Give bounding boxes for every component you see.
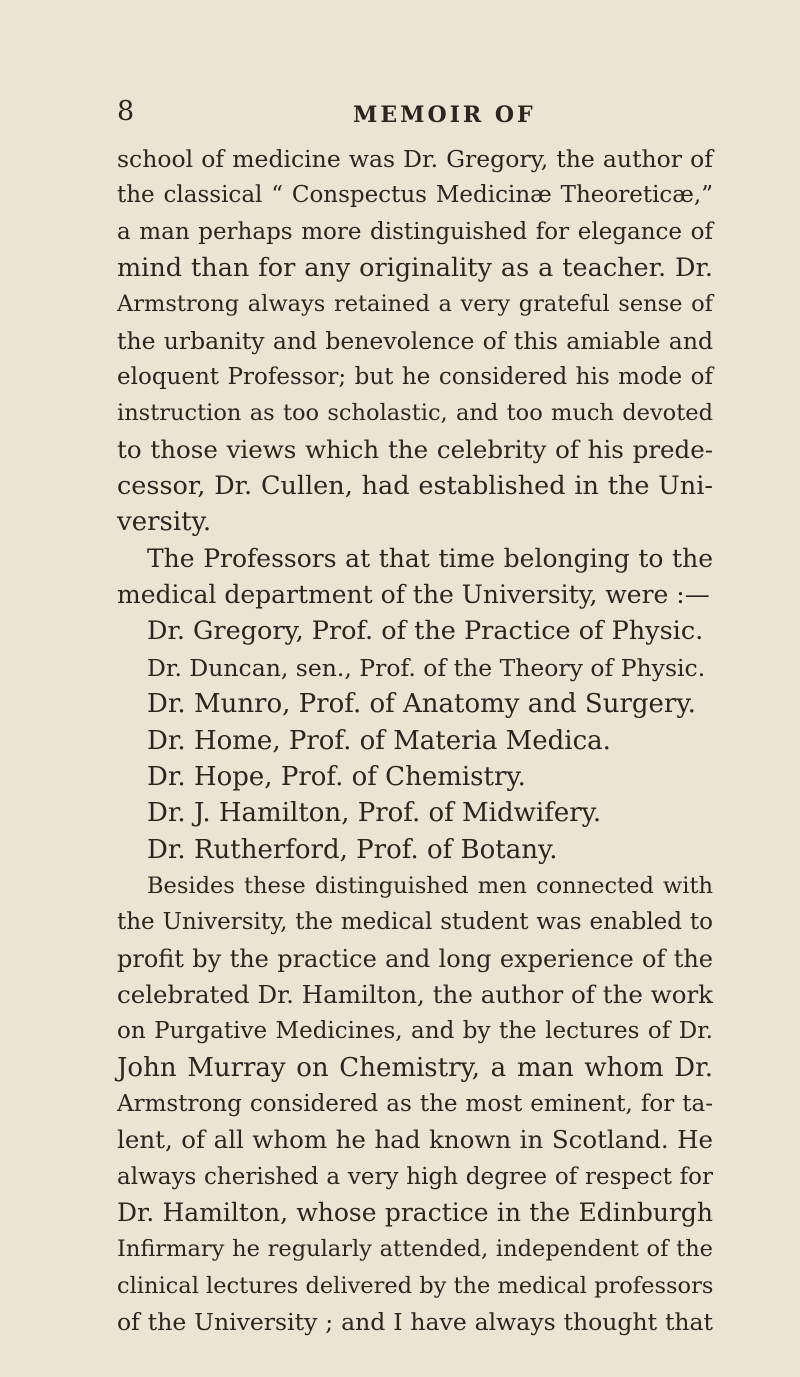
text-line: always cherished a very high degree of respect for — [117, 1163, 713, 1190]
text-line: lent, of all whom he had known in Scotland. He — [117, 1125, 713, 1155]
professor-list-item: Dr. Rutherford, Prof. of Botany. — [147, 834, 558, 865]
text-line: school of medicine was Dr. Gregory, the author of — [117, 145, 713, 173]
professor-list-item: Dr. Gregory, Prof. of the Practice of Physic. — [147, 616, 704, 647]
text-line: mind than for any originality as a teacher. Dr. — [117, 253, 713, 284]
text-line: Infirmary he regularly attended, independent of the — [117, 1236, 713, 1263]
text-line: versity. — [117, 507, 212, 538]
professor-list-item: Dr. Duncan, sen., Prof. of the Theory of Physic. — [147, 653, 706, 682]
text-line: eloquent Professor; but he considered his mode of — [117, 364, 713, 391]
text-line: Dr. Hamilton, whose practice in the Edinburgh — [117, 1197, 713, 1227]
text-line: cessor, Dr. Cullen, had established in the Uni- — [117, 471, 713, 502]
professor-list-item: Dr. Munro, Prof. of Anatomy and Surgery. — [147, 689, 696, 720]
professor-list-item: Dr. Home, Prof. of Materia Medica. — [147, 725, 611, 756]
text-line: a man perhaps more distinguished for elegance of — [117, 218, 713, 245]
text-line: the classical “ Conspectus Medicinæ Theoreticæ,” — [117, 182, 713, 209]
text-line: medical department of the University, were :— — [117, 580, 710, 610]
text-line: Armstrong considered as the most eminent, for ta- — [117, 1090, 713, 1117]
text-line: celebrated Dr. Hamilton, the author of the work — [117, 979, 713, 1009]
text-line: of the University ; and I have always thought that — [117, 1308, 713, 1336]
text-line: John Murray on Chemistry, a man whom Dr. — [117, 1052, 713, 1083]
running-head: MEMOIR OF — [353, 102, 536, 128]
professor-list-item: Dr. Hope, Prof. of Chemistry. — [147, 761, 526, 792]
professor-list-item: Dr. J. Hamilton, Prof. of Midwifery. — [147, 798, 602, 829]
body-text — [117, 141, 713, 1340]
text-line: The Professors at that time belonging to the — [147, 543, 713, 573]
text-line: the urbanity and benevolence of this amiable and — [117, 326, 713, 355]
page-number: 8 — [117, 96, 135, 127]
text-line: clinical lectures delivered by the medical professors — [117, 1272, 714, 1299]
text-line: instruction as too scholastic, and too much devoted — [117, 400, 713, 427]
page-header — [117, 96, 683, 136]
text-line: profit by the practice and long experience of the — [117, 944, 713, 973]
text-line: on Purgative Medicines, and by the lectures of Dr. — [117, 1018, 713, 1045]
text-line: Besides these distinguished men connected with — [147, 872, 713, 899]
text-line: the University, the medical student was enabled to — [117, 909, 713, 936]
text-line: to those views which the celebrity of his prede- — [117, 434, 713, 464]
text-line: Armstrong always retained a very grateful sense of — [117, 291, 713, 318]
